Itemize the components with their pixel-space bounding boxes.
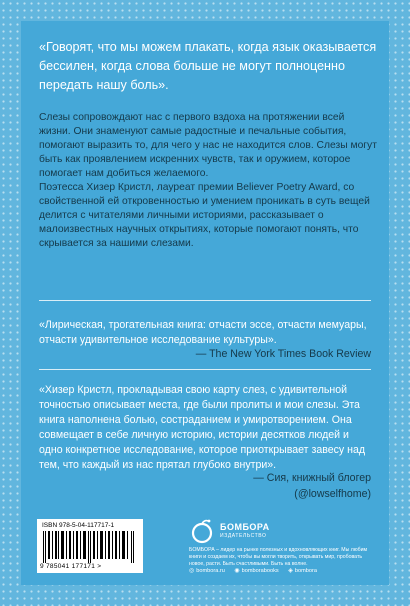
barcode-box: [37, 519, 143, 573]
telegram-icon: ◈: [288, 568, 293, 574]
globe-icon: ◎: [189, 568, 195, 574]
review-quote-1: «Лирическая, трогательная книга: отчасти эссе, отчасти мемуары, отчасти удивительное исследование культуры».: [39, 319, 367, 346]
review-attribution-1: — The New York Times Book Review: [195, 348, 371, 360]
barcode-image: [43, 531, 137, 563]
review-handle-2: (@lowselfhome): [294, 488, 371, 500]
publisher-blurb: БОМБОРА – лидер на рынке полезных и вдохновляющих книг. Мы любим книги и создаем их, чтобы вы могли творить, открывать мир, пробовать новое, расти. Быть счастливыми. Быть на волне.: [189, 547, 368, 567]
barcode-digits: 9 785041 177171 >: [40, 563, 102, 570]
publisher-name: БОМБОРА: [220, 522, 270, 532]
isbn-label: ISBN 978-5-04-117717-1: [42, 522, 115, 529]
description-paragraph-2: Поэтесса Хизер Кристл, лауреат премии Believer Poetry Award, со свойственной ей откровенностью и умением проникать в суть вещей делится с читателями личными историями, рассказывает о малоизвестных научных открытиях, которые помогают понять, что скрывается за нашими слезами.: [39, 182, 370, 249]
social-telegram[interactable]: ◈ bombora: [288, 568, 317, 574]
social-vk[interactable]: ◉ bomborabooks: [234, 568, 279, 574]
social-site[interactable]: ◎ bombora.ru: [189, 568, 225, 574]
publisher-socials: [189, 567, 384, 574]
review-quote-2: «Хизер Кристл, прокладывая свою карту слез, с удивительной точностью описывает места, где были пролиты и мои слезы. Эта книга наполнена болью, состраданием и умиротворением. Она совмещает в себе личную историю, истории десятков людей и одно конкретное исследование, которое приоткрывает завесу над тем, что каждый из нас прятал глубоко внутри».: [39, 384, 366, 471]
description-paragraph-1: Слезы сопровождают нас с первого вздоха на протяжении всей жизни. Они знаменуют самые радостные и печальные события, помогают выразить то, для чего у нас не находится слов. Слезы могут быть как проявлением искренних чувств, так и оружием, которое помогает нам добиться желаемого.: [39, 112, 377, 179]
vk-icon: ◉: [234, 568, 240, 574]
divider: [39, 300, 371, 301]
review-attribution-2: — Сия, книжный блогер: [253, 472, 371, 484]
publisher-subtitle: ИЗДАТЕЛЬСТВО: [220, 533, 267, 539]
bombora-logo-icon: [189, 518, 215, 544]
divider: [39, 369, 371, 370]
main-quote: «Говорят, что мы можем плакать, когда язык оказывается бессилен, когда слова больше не могут полноценно передать нашу боль».: [39, 40, 377, 92]
